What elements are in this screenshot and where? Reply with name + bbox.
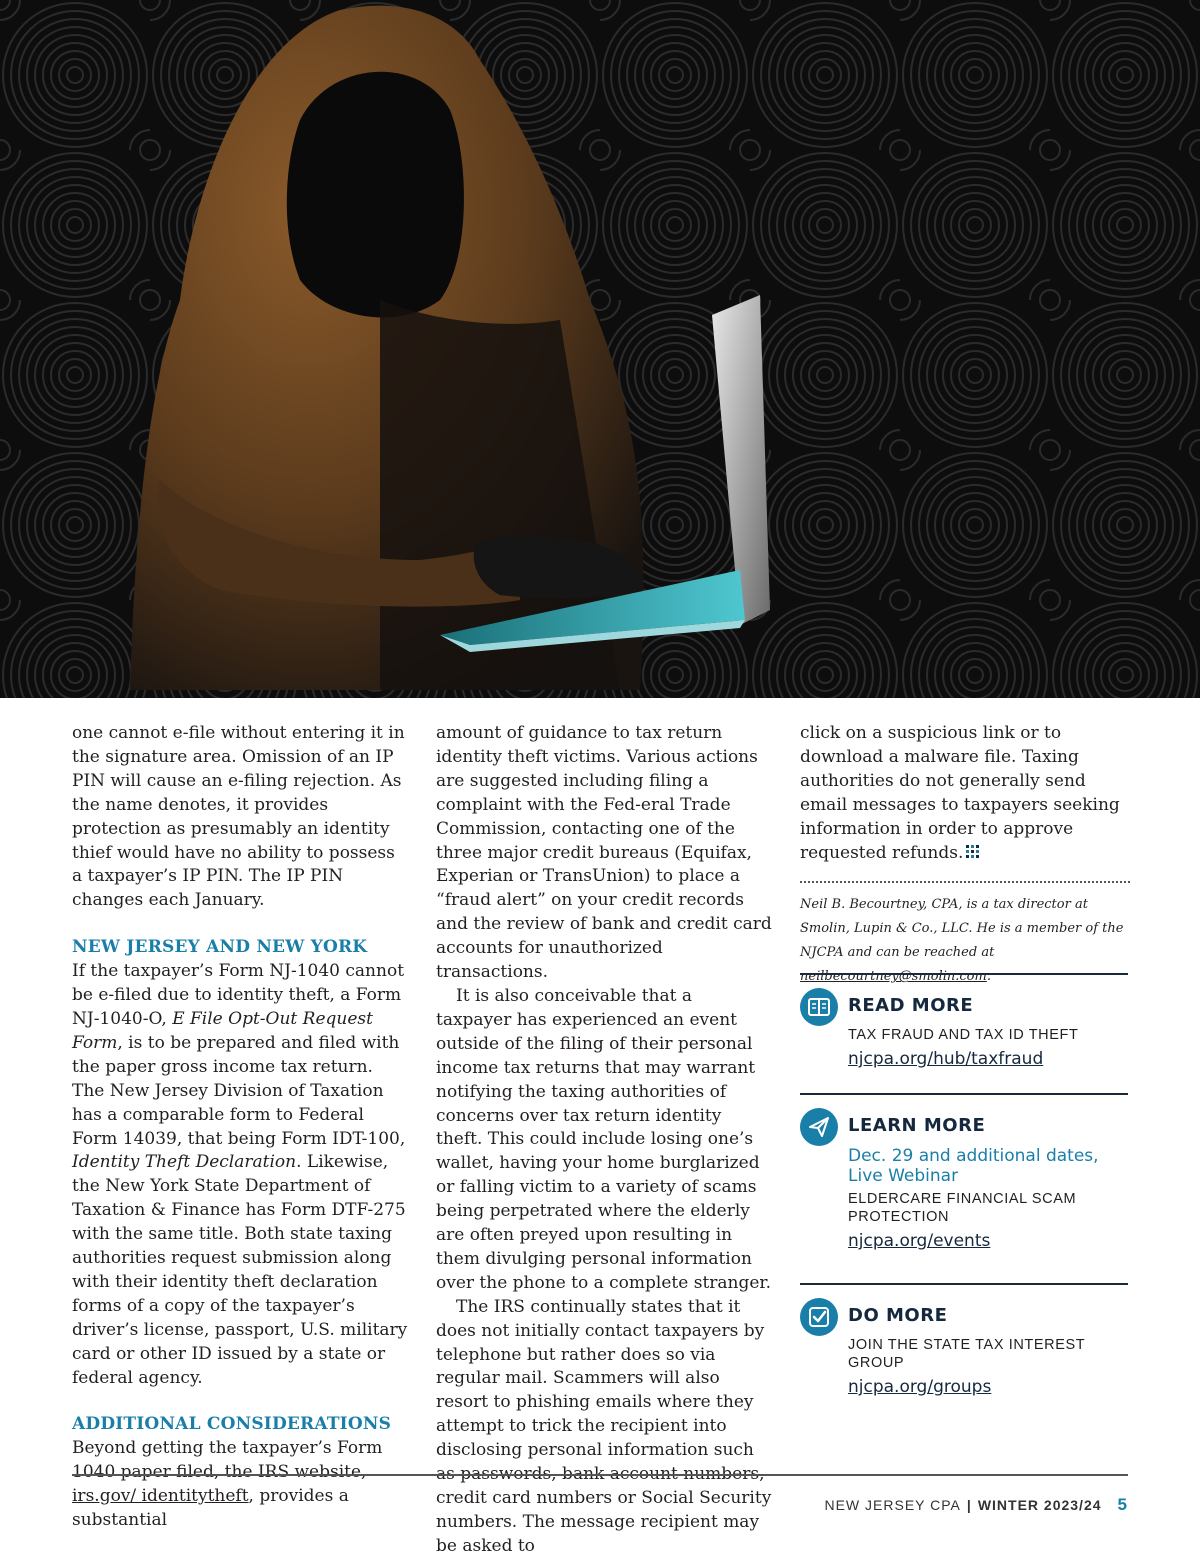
- footer-separator: |: [966, 1497, 972, 1513]
- box-title: DO MORE: [848, 1305, 948, 1326]
- webinar-date: Dec. 29 and additional dates, Live Webinar: [848, 1146, 1099, 1186]
- dotted-divider: [800, 881, 1130, 883]
- page-footer: [824, 1495, 1128, 1515]
- irs-identitytheft-link[interactable]: irs.gov/ identitytheft: [72, 1486, 249, 1507]
- learn-more-box: [800, 1093, 1128, 1275]
- checkbox-icon: [800, 1298, 838, 1336]
- paragraph: It is also conceivable that a taxpayer has experienced an event outside of the filing of their personal income tax returns that may warrant notifying the taxing authorities of concerns over tax return identity theft. This could include losing one’s wallet, having your home burglarized or falling victim to a variety of scams being perpetrated where the elderly are often preyed upon resulting in them divulging personal information over the phone to a complete stranger.: [436, 985, 772, 1293]
- box-caption: ELDERCARE FINANCIAL SCAM PROTECTION: [848, 1191, 1077, 1225]
- author-email-link[interactable]: neilbecourtney@smolin.com: [800, 969, 987, 985]
- paragraph: If the taxpayer’s Form NJ-1040 cannot be e-filed due to identity theft, a Form NJ-1040-O, E File Opt-Out Request Form, is to be prepared and filed with the paper gross income tax return. The New Jersey Division of Taxation has a comparable form to Federal Form 14039, that being Form IDT-100, Identity Theft Declaration. Likewise, the New York State Department of Taxation & Finance has Form DTF-275 with the same title. Both state taxing authorities request submission along with their identity theft declaration forms of a copy of the taxpayer’s driver’s license, passport, U.S. military card or other ID issued by a state or federal agency.: [72, 961, 408, 1388]
- box-caption: JOIN THE STATE TAX INTEREST GROUP: [848, 1337, 1085, 1371]
- do-more-box: [800, 1283, 1128, 1405]
- issue-label: WINTER 2023/24: [977, 1497, 1102, 1513]
- section-heading-nj-ny: NEW JERSEY AND NEW YORK: [72, 937, 368, 958]
- paragraph: amount of guidance to tax return identity theft victims. Various actions are suggested including filing a complaint with the Fed-eral Trade Commission, contacting one of the three major credit bureaus (Equifax, Experian or TransUnion) to place a “fraud alert” on your credit records and the review of bank and credit card accounts for unauthorized transactions.: [436, 723, 772, 983]
- paper-plane-icon: [800, 1108, 838, 1146]
- hacker-illustration: [0, 0, 1200, 698]
- box-title: READ MORE: [848, 995, 974, 1016]
- page-number: 5: [1117, 1495, 1128, 1514]
- book-icon: [800, 988, 838, 1026]
- form-title: E File Opt-Out Request Form: [72, 1008, 373, 1053]
- events-link[interactable]: njcpa.org/events: [848, 1231, 991, 1251]
- paragraph: The IRS continually states that it does not initially contact taxpayers by telephone but rather does so via regular mail. Scammers will also resort to phishing emails where they attempt to trick the recipient into disclosing personal information such as passwords, bank account numbers, credit card numbers or Social Security numbers. The message recipient may be asked to: [436, 1296, 772, 1556]
- paragraph: click on a suspicious link or to download a malware file. Taxing authorities do not generally send email messages to taxpayers seeking information in order to approve requested refunds.: [800, 723, 1120, 863]
- section-heading-additional: ADDITIONAL CONSIDERATIONS: [72, 1414, 392, 1435]
- read-more-box: [800, 973, 1128, 1085]
- groups-link[interactable]: njcpa.org/groups: [848, 1377, 992, 1397]
- author-bio: Neil B. Becourtney, CPA, is a tax director at Smolin, Lupin & Co., LLC. He is a member of the NJCPA and can be reached at neilbecourtney@smolin.com.: [800, 897, 1124, 985]
- article-column-1: [72, 722, 408, 1533]
- form-title: Identity Theft Declaration: [72, 1152, 297, 1173]
- article-column-2: [436, 722, 772, 1559]
- taxfraud-link[interactable]: njcpa.org/hub/taxfraud: [848, 1049, 1044, 1069]
- footer-rule: [72, 1474, 1128, 1476]
- paragraph: one cannot e-file without entering it in the signature area. Omission of an IP PIN will cause an e-filing rejection. As the name denotes, it provides protection as presumably an identity thief would have no ability to possess a taxpayer’s IP PIN. The IP PIN changes each January.: [72, 723, 405, 911]
- box-caption: TAX FRAUD AND TAX ID THEFT: [848, 1027, 1079, 1043]
- publication-name: NEW JERSEY CPA: [824, 1497, 961, 1513]
- box-title: LEARN MORE: [848, 1115, 986, 1136]
- hero-image: [0, 0, 1200, 698]
- article-column-3: [800, 722, 1130, 989]
- end-mark-icon: [966, 845, 980, 859]
- paragraph: Beyond getting the taxpayer’s Form 1040 paper filed, the IRS website, irs.gov/ identitytheft, provides a substantial: [72, 1438, 383, 1531]
